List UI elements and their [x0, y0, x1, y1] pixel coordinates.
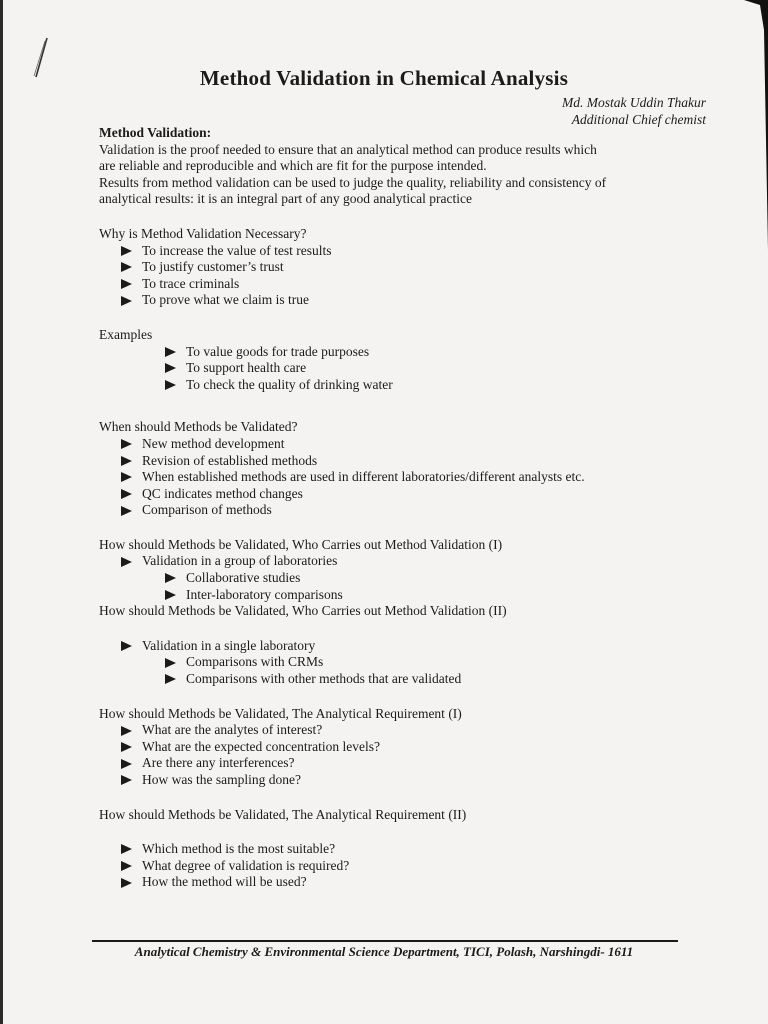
bullet-item: What are the analytes of interest?: [99, 722, 689, 739]
bullet-triangle-icon: [121, 262, 132, 272]
bullet-item: Revision of established methods: [99, 453, 689, 470]
bullet-item: What degree of validation is required?: [99, 858, 689, 875]
bullet-triangle-icon: [121, 775, 132, 785]
sub-bullet-item: Collaborative studies: [99, 570, 689, 587]
bullet-item: To increase the value of test results: [99, 243, 689, 260]
bullet-item: New method development: [99, 436, 689, 453]
bullet-item: How was the sampling done?: [99, 772, 689, 789]
bullet-triangle-icon: [121, 641, 132, 651]
bullet-item: What are the expected concentration levels?: [99, 739, 689, 756]
bullet-triangle-icon: [165, 573, 176, 583]
bullet-triangle-icon: [121, 296, 132, 306]
bullet-triangle-icon: [121, 246, 132, 256]
definition-text: are reliable and reproducible and which are fit for the purpose intended.: [99, 158, 487, 174]
section-heading: How should Methods be Validated, The Analytical Requirement (II): [99, 806, 467, 822]
section-heading: Examples: [99, 326, 153, 342]
definition-heading: Method Validation:: [99, 125, 212, 140]
bullet-item: Validation in a single laboratory: [99, 638, 689, 655]
sub-bullet-item: Comparisons with CRMs: [99, 654, 689, 671]
bullet-triangle-icon: [165, 347, 176, 357]
sub-bullet-item: Comparisons with other methods that are validated: [99, 671, 689, 688]
bullet-triangle-icon: [121, 506, 132, 516]
definition-text: Results from method validation can be used to judge the quality, reliability and consistency of: [99, 174, 607, 190]
author-name: Md. Mostak Uddin Thakur: [562, 95, 706, 110]
section-heading: Why is Method Validation Necessary?: [99, 225, 307, 241]
bullet-triangle-icon: [121, 489, 132, 499]
bullet-triangle-icon: [121, 472, 132, 482]
bullet-triangle-icon: [121, 439, 132, 449]
bullet-triangle-icon: [121, 861, 132, 871]
bullet-item: To prove what we claim is true: [99, 292, 689, 309]
bullet-triangle-icon: [165, 590, 176, 600]
bullet-triangle-icon: [121, 279, 132, 289]
author-block: [562, 94, 706, 128]
bullet-item: Which method is the most suitable?: [99, 841, 689, 858]
sub-bullet-item: Inter-laboratory comparisons: [99, 587, 689, 604]
bullet-triangle-icon: [165, 380, 176, 390]
section-heading: How should Methods be Validated, Who Carries out Method Validation (II): [99, 603, 507, 619]
bullet-item: To trace criminals: [99, 276, 689, 293]
bullet-item: To value goods for trade purposes: [99, 344, 689, 361]
bullet-triangle-icon: [121, 742, 132, 752]
bullet-triangle-icon: [121, 759, 132, 769]
bullet-triangle-icon: [121, 456, 132, 466]
bullet-triangle-icon: [165, 658, 176, 668]
section-heading: When should Methods be Validated?: [99, 419, 298, 435]
author-title: Additional Chief chemist: [571, 112, 706, 127]
bullet-item: Comparison of methods: [99, 502, 689, 519]
document-body: [99, 125, 689, 891]
bullet-triangle-icon: [121, 557, 132, 567]
document-title: Method Validation in Chemical Analysis: [199, 66, 569, 90]
footer-text: Analytical Chemistry & Environmental Science Department, TICI, Polash, Narshingdi- 1611: [134, 944, 634, 959]
bullet-item: How the method will be used?: [99, 874, 689, 891]
bullet-item: QC indicates method changes: [99, 486, 689, 503]
bullet-item: Are there any interferences?: [99, 755, 689, 772]
bullet-item: To justify customer’s trust: [99, 259, 689, 276]
pen-stroke-mark: [0, 0, 120, 120]
bullet-triangle-icon: [121, 844, 132, 854]
footer-rule: [92, 940, 678, 942]
bullet-triangle-icon: [121, 878, 132, 888]
bullet-triangle-icon: [121, 726, 132, 736]
bullet-item: To support health care: [99, 360, 689, 377]
bullet-triangle-icon: [165, 674, 176, 684]
section-heading: How should Methods be Validated, Who Carries out Method Validation (I): [99, 536, 503, 552]
bullet-triangle-icon: [165, 363, 176, 373]
definition-text: Validation is the proof needed to ensure that an analytical method can produce results which: [99, 141, 597, 157]
bullet-item: To check the quality of drinking water: [99, 377, 689, 394]
bullet-item: When established methods are used in different laboratories/different analysts etc.: [99, 469, 689, 486]
definition-text: analytical results: it is an integral part of any good analytical practice: [99, 191, 472, 207]
scan-edge: [0, 0, 3, 1024]
section-heading: How should Methods be Validated, The Analytical Requirement (I): [99, 705, 462, 721]
bullet-item: Validation in a group of laboratories: [99, 553, 689, 570]
